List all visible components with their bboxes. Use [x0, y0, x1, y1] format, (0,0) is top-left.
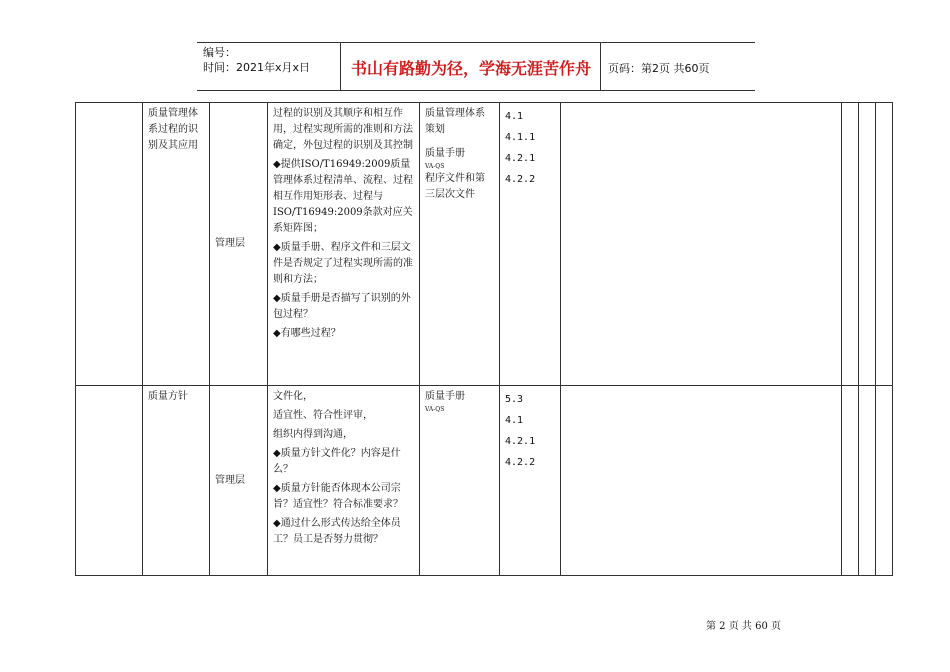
time-label: 时间：2021年x月x日	[203, 61, 311, 74]
content-para: ◆质量手册是否描写了识别的外包过程？	[273, 293, 411, 320]
header-title: 书山有路勤为径，学海无涯苦作舟	[350, 59, 591, 78]
blank-cell	[76, 386, 143, 576]
docs-cell	[420, 386, 500, 576]
content-para: ◆质量方针文件化？内容是什么？	[273, 448, 401, 475]
content-para: ◆通过什么形式传达给全体员工？员工是否努力贯彻？	[273, 518, 401, 545]
blank-cell	[859, 386, 876, 576]
content-para: 过程的识别及其顺序和相互作用，过程实现所需的准则和方法确定，外包过程的识别及其控制	[273, 108, 413, 151]
docs-cell	[420, 103, 500, 386]
clause-ref: 4.1	[505, 111, 524, 122]
clause-ref: 4.2.2	[505, 457, 536, 468]
clause-ref: 4.2.1	[505, 153, 536, 164]
blank-cell	[876, 103, 893, 386]
blank-cell	[76, 103, 143, 386]
number-label: 编号：	[203, 46, 236, 59]
content-para: 文件化，	[273, 391, 313, 402]
doc-ref: 质量手册	[425, 148, 465, 159]
doc-code: VA-QS	[425, 163, 445, 170]
page-footer: 第 2 页 共 60 页	[706, 621, 781, 632]
clause-ref: 4.2.2	[505, 174, 536, 185]
content-para: ◆有哪些过程？	[273, 328, 341, 339]
doc-ref: 程序文件和第三层次文件	[425, 173, 485, 200]
content-para: ◆质量手册、程序文件和三层文件是否规定了过程实现所需的准则和方法；	[273, 242, 413, 285]
doc-ref: 质量手册	[425, 391, 465, 402]
blank-cell	[859, 103, 876, 386]
item-cell: 质量管理体系过程的识别及其应用	[143, 103, 210, 386]
audit-table	[75, 102, 893, 576]
table-row	[76, 103, 893, 386]
header-divider	[600, 43, 601, 90]
clause-cell	[500, 386, 561, 576]
content-cell	[268, 386, 420, 576]
page-header	[197, 42, 755, 91]
header-meta	[203, 45, 310, 75]
blank-cell	[561, 103, 842, 386]
content-para: 组织内得到沟通，	[273, 429, 353, 440]
content-para: 适宜性、符合性评审，	[273, 410, 373, 421]
table-row	[76, 386, 893, 576]
page-label: 页码：第2页 共60页	[608, 62, 710, 75]
doc-code: VA-QS	[425, 406, 445, 413]
level-cell: 管理层	[210, 386, 268, 576]
header-divider	[340, 43, 341, 90]
level-cell: 管理层	[210, 103, 268, 386]
blank-cell	[561, 386, 842, 576]
clause-ref: 4.1.1	[505, 132, 536, 143]
blank-cell	[842, 386, 859, 576]
content-cell	[268, 103, 420, 386]
blank-cell	[876, 386, 893, 576]
clause-ref: 4.2.1	[505, 436, 536, 447]
clause-ref: 4.1	[505, 415, 524, 426]
blank-cell	[842, 103, 859, 386]
content-para: ◆提供ISO/T16949:2009质量管理体系过程清单、流程、过程相互作用矩形表、过程与ISO/T16949:2009条款对应关系矩阵图；	[273, 159, 413, 234]
clause-ref: 5.3	[505, 394, 524, 405]
content-para: ◆质量方针能否体现本公司宗旨？适宜性？符合标准要求？	[273, 483, 403, 510]
item-cell: 质量方针	[143, 386, 210, 576]
doc-ref: 质量管理体系策划	[425, 108, 485, 135]
clause-cell	[500, 103, 561, 386]
